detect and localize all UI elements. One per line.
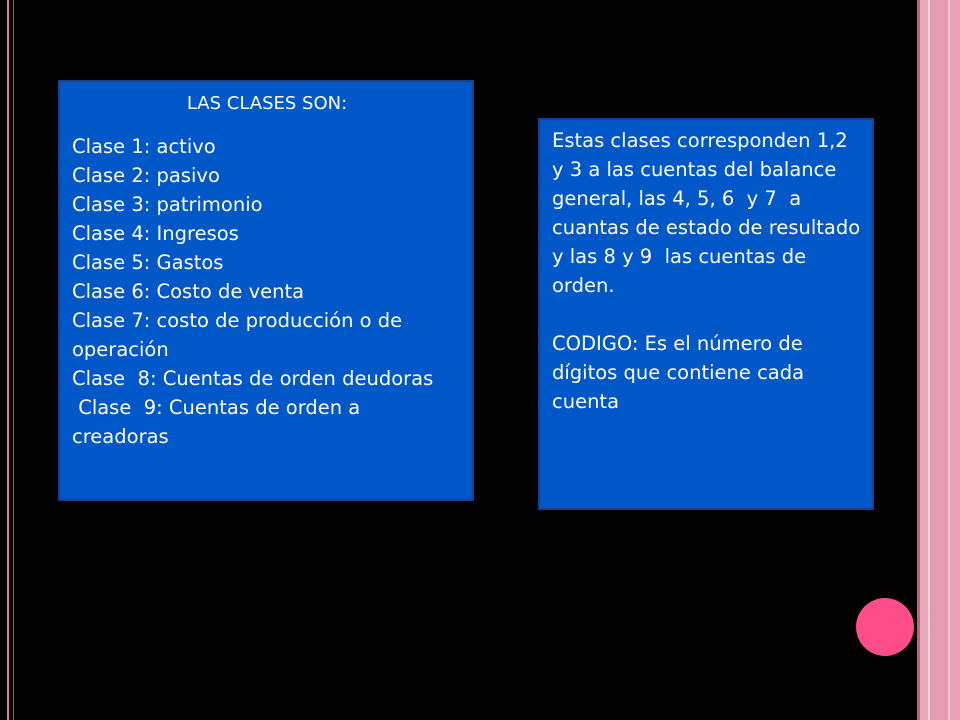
classes-title: LAS CLASES SON: xyxy=(186,93,348,114)
class-item: Clase 3: patrimonio xyxy=(72,193,263,216)
class-item: Clase 2: pasivo xyxy=(72,164,220,187)
decorative-circle xyxy=(856,598,914,656)
class-item: Clase 6: Costo de venta xyxy=(72,280,305,303)
class-item: Clase 7: costo de producción o de operación xyxy=(72,309,409,361)
codigo-paragraph: CODIGO: Es el número de dígitos que contiene cada cuenta xyxy=(552,332,811,413)
paragraph-spacer xyxy=(552,300,864,329)
class-item: Clase 9: Cuentas de orden a creadoras xyxy=(72,396,367,448)
right-decorative-border xyxy=(920,0,960,720)
class-item: Clase 4: Ingresos xyxy=(72,222,239,245)
class-item: Clase 1: activo xyxy=(72,135,216,158)
explanation-paragraph: Estas clases corresponden 1,2 y 3 a las cuentas del balance general, las 4, 5, 6 y 7 a cuantas de estado de resultado y las 8 y 9 las cuentas de orden. xyxy=(552,129,867,297)
explanation-text-box xyxy=(538,118,874,510)
left-frame-line xyxy=(7,0,9,720)
classes-text-box xyxy=(58,80,474,501)
class-item: Clase 8: Cuentas de orden deudoras xyxy=(72,367,434,390)
left-frame-line-inner xyxy=(13,0,14,720)
class-item: Clase 5: Gastos xyxy=(72,251,224,274)
